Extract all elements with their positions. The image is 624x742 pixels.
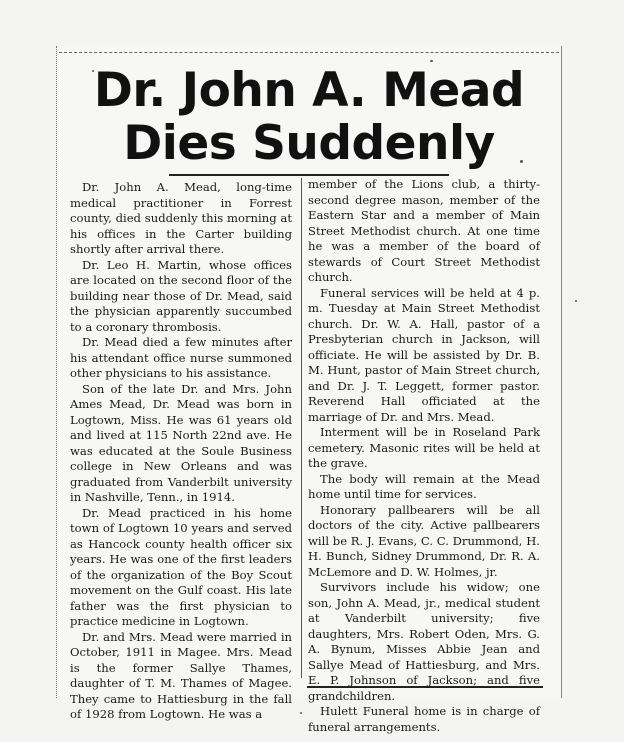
headline-rule xyxy=(169,174,449,176)
paragraph-continued: member of the Lions club, a thirty-second degree mason, member of the Eastern Star and a member of Main Street Methodist church. At one time he was a member of the board of stewards of Court Street Methodist church. xyxy=(308,177,540,284)
top-rule xyxy=(59,52,559,53)
bottom-rule xyxy=(307,686,543,688)
column-divider xyxy=(301,178,302,678)
paragraph: Dr. and Mrs. Mead were married in October, 1911 in Magee. Mrs. Mead is the former Sallye Thames, daughter of T. M. Thames of Magee. They came to Hattiesburg in the fall of 1928 from Logtown. He was a xyxy=(70,629,292,721)
right-column xyxy=(308,177,540,735)
speck xyxy=(575,300,577,302)
speck xyxy=(92,70,94,72)
paragraph: Hulett Funeral home is in charge of funeral arrangements. xyxy=(308,704,540,734)
speck xyxy=(520,160,523,163)
headline xyxy=(57,64,561,170)
speck xyxy=(300,712,302,714)
newspaper-clipping xyxy=(56,46,562,734)
speck xyxy=(430,60,433,62)
paragraph: Dr. Mead died a few minutes after his attendant office nurse summoned other physicians to his assistance. xyxy=(70,335,292,380)
left-column xyxy=(70,180,292,723)
headline-line-2: Dies Suddenly xyxy=(123,116,495,171)
paragraph: Dr. Mead practiced in his home town of Logtown 10 years and served as Hancock county health officer six years. He was one of the first leaders of the organization of the Boy Scout movement on the Gulf coast. His late father was the first physician to practice medicine in Logtown. xyxy=(70,505,292,628)
paragraph: Funeral services will be held at 4 p. m. Tuesday at Main Street Methodist church. Dr. W. A. Hall, pastor of a Presbyterian church in Jackson, will officiate. He will be assisted by Dr. B. M. Hunt, pastor of Main Street church, and Dr. J. T. Leggett, former pastor. Reverend Hall officiated at the marriage of Dr. and Mrs. Mead. xyxy=(308,285,540,424)
paragraph: Dr. John A. Mead, long-time medical practitioner in Forrest county, died suddenly this morning at his offices in the Carter building shortly after arrival there. xyxy=(70,180,292,256)
paragraph: Honorary pallbearers will be all doctors of the city. Active pallbearers will be R. J. Evans, C. C. Drummond, H. H. Bunch, Sidney Drummond, Dr. R. A. McLemore and D. W. Holmes, jr. xyxy=(308,502,540,579)
paragraph: Son of the late Dr. and Mrs. John Ames Mead, Dr. Mead was born in Logtown, Miss. He was 61 years old and lived at 115 North 22nd ave. He was educated at the Soule Business college in New Orleans and was graduated from Vanderbilt university in Nashville, Tenn., in 1914. xyxy=(70,381,292,504)
headline-line-1: Dr. John A. Mead xyxy=(93,63,525,118)
paragraph: The body will remain at the Mead home until time for services. xyxy=(308,471,540,501)
paragraph: Interment will be in Roseland Park cemetery. Masonic rites will be held at the grave. xyxy=(308,425,540,470)
paragraph: Dr. Leo H. Martin, whose offices are located on the second floor of the building near those of Dr. Mead, said the physician apparently succumbed to a coronary thrombosis. xyxy=(70,257,292,334)
paragraph: Survivors include his widow; one son, John A. Mead, jr., medical student at Vanderbilt university; five daughters, Mrs. Robert Oden, Mrs. G. A. Bynum, Misses Abbie Jean and Sallye Mead of Hattiesburg, and Mrs. E. P. Johnson of Jackson; and five grandchildren. xyxy=(308,580,540,703)
